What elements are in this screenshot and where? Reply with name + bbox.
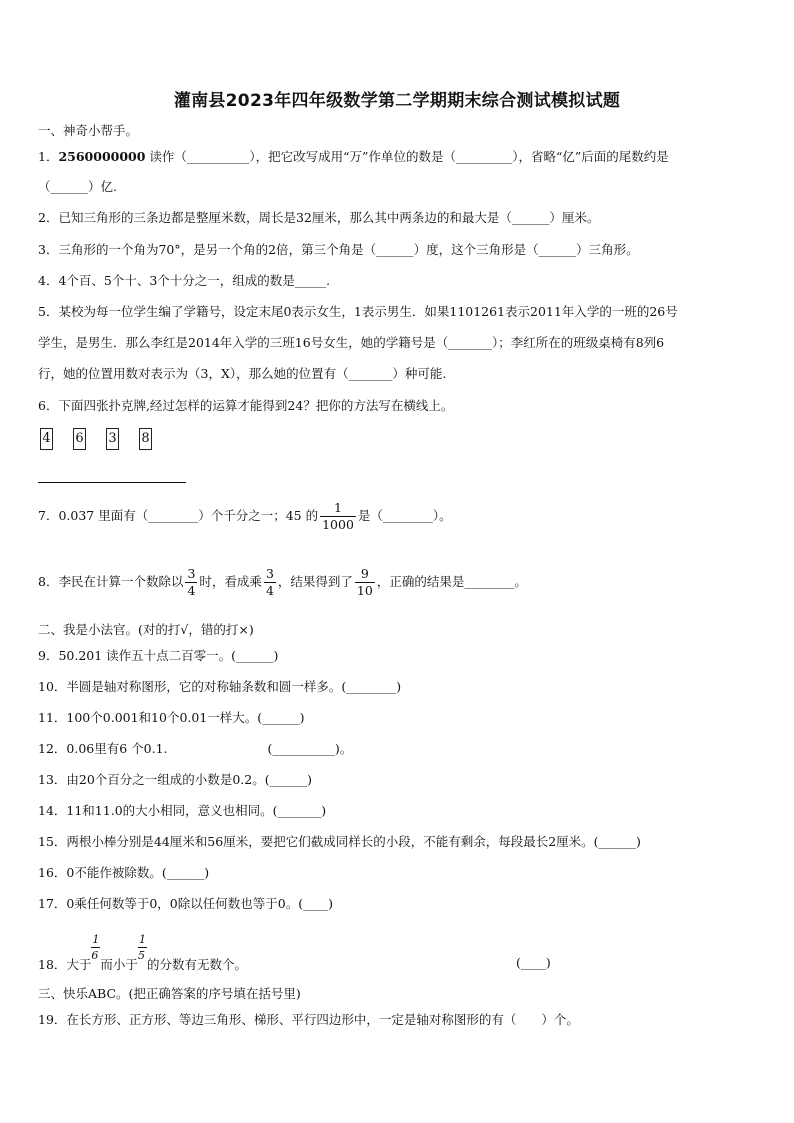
poker-card: 3 — [106, 428, 119, 450]
question-3 — [38, 240, 639, 258]
question-number: 19． — [38, 1012, 67, 1027]
question-18 — [38, 933, 247, 973]
question-number: 3． — [38, 242, 59, 257]
question-text: 4个百、5个十、3个十分之一，组成的数是_____. — [58, 273, 331, 288]
question-14 — [38, 801, 326, 819]
question-16 — [38, 863, 209, 881]
question-text: 11和11.0的大小相同，意义也相同。(_______) — [66, 803, 327, 818]
question-text: 的分数有无数个。 — [146, 957, 247, 972]
question-text: 时，看成乘 — [199, 574, 262, 589]
question-text: 0乘任何数等于0，0除以任何数也等于0。(____) — [66, 896, 333, 911]
question-text: 由20个百分之一组成的小数是0.2。(______) — [66, 772, 312, 787]
section-heading-2: 二、我是小法官。(对的打√，错的打×) — [38, 622, 254, 637]
fraction: $\frac{1}{6}$ — [91, 933, 100, 962]
question-text: ，结果得到了 — [277, 574, 353, 589]
question-1-continued: （______）亿. — [38, 179, 117, 194]
question-6 — [38, 396, 453, 414]
question-text: 50.201 读作五十点二百零一。(______) — [58, 648, 279, 663]
question-text: 0.06里有6 个0.1. — [66, 741, 168, 756]
question-text: 两根小棒分别是44厘米和56厘米，要把它们截成同样长的小段，不能有剩余，每段最长2厘米。(______) — [66, 834, 641, 849]
question-number: 13． — [38, 772, 67, 787]
question-number: 15． — [38, 834, 67, 849]
question-text: 在长方形、正方形、等边三角形、梯形、平行四边形中，一定是轴对称图形的有（ ）个。 — [66, 1012, 579, 1027]
question-number: 10． — [38, 679, 67, 694]
question-text: ，正确的结果是________。 — [376, 574, 527, 589]
question-number: 14． — [38, 803, 67, 818]
poker-card: 6 — [73, 428, 86, 450]
question-13 — [38, 770, 312, 788]
question-number-value: 2560000000 — [58, 149, 146, 164]
question-text: 而小于 — [100, 957, 138, 972]
question-number: 8． — [38, 574, 59, 589]
fraction: $\frac{3}{4}$ — [187, 566, 196, 598]
question-5 — [38, 302, 678, 320]
question-text: 0不能作被除数。(______) — [66, 865, 210, 880]
question-number: 1． — [38, 149, 59, 164]
section-heading-1: 一、神奇小帮手。 — [38, 123, 139, 138]
question-text: 半圆是轴对称图形，它的对称轴条数和圆一样多。(________) — [66, 679, 402, 694]
question-5-line-2: 学生，是男生．那么李红是2014年入学的三班16号女生，她的学籍号是（_______）；李红所在的班级桌椅有8列6 — [38, 335, 665, 350]
question-4 — [38, 271, 330, 289]
question-5-line-3: 行，她的位置用数对表示为（3，X），那么她的位置有（_______）种可能. — [38, 366, 447, 381]
question-10 — [38, 677, 401, 695]
question-12 — [38, 739, 352, 757]
question-number: 5． — [38, 304, 59, 319]
question-text: 三角形的一个角为70°，是另一个角的2倍，第三个角是（______）度，这个三角形是（______）三角形。 — [58, 242, 639, 257]
question-text: 已知三角形的三条边都是整厘米数，周长是32厘米，那么其中两条边的和最大是（______）厘米。 — [58, 210, 600, 225]
question-number: 11． — [38, 710, 67, 725]
fraction: $\frac{3}{4}$ — [265, 566, 274, 598]
question-text: 是（________）。 — [357, 508, 452, 523]
question-number: 6． — [38, 398, 59, 413]
answer-line — [38, 482, 186, 483]
question-1 — [38, 147, 669, 165]
question-text: 某校为每一位学生编了学籍号，设定末尾0表示女生，1表示男生．如果1101261表示2011年入学的一班的26号 — [58, 304, 678, 319]
question-text: 下面四张扑克牌,经过怎样的运算才能得到24？把你的方法写在横线上。 — [58, 398, 454, 413]
question-number: 16． — [38, 865, 67, 880]
fraction: $\frac{1}{5}$ — [137, 933, 146, 962]
question-11 — [38, 708, 305, 726]
fraction: $\frac{9}{10}$ — [356, 566, 373, 598]
question-15 — [38, 832, 641, 850]
question-text: 李民在计算一个数除以 — [58, 574, 184, 589]
question-number: 12． — [38, 741, 67, 756]
question-text: 读作（__________），把它改写成用“万”作单位的数是（_________），省略“亿”后面的尾数约是 — [145, 149, 669, 164]
question-number: 18． — [38, 957, 67, 972]
question-number: 7． — [38, 508, 59, 523]
poker-card: 8 — [139, 428, 152, 450]
question-7 — [38, 500, 452, 533]
fraction: $\frac{1}{1000}$ — [322, 500, 354, 532]
question-text: 0.037 里面有（________）个千分之一；45 的 — [58, 508, 319, 523]
question-8 — [38, 566, 527, 599]
question-number: 17． — [38, 896, 67, 911]
question-number: 4． — [38, 273, 59, 288]
answer-paren: (____) — [516, 955, 551, 970]
answer-paren: (__________)。 — [267, 741, 353, 756]
question-number: 9． — [38, 648, 59, 663]
section-heading-3: 三、快乐ABC。(把正确答案的序号填在括号里) — [38, 986, 301, 1001]
question-number: 2． — [38, 210, 59, 225]
question-text: 大于 — [66, 957, 92, 972]
question-17 — [38, 894, 333, 912]
page-title: 灌南县2023年四年级数学第二学期期末综合测试模拟试题 — [173, 91, 621, 111]
poker-card: 4 — [40, 428, 53, 450]
question-19 — [38, 1010, 579, 1028]
question-2 — [38, 208, 599, 226]
question-text: 100个0.001和10个0.01一样大。(______) — [66, 710, 305, 725]
question-9 — [38, 646, 278, 664]
